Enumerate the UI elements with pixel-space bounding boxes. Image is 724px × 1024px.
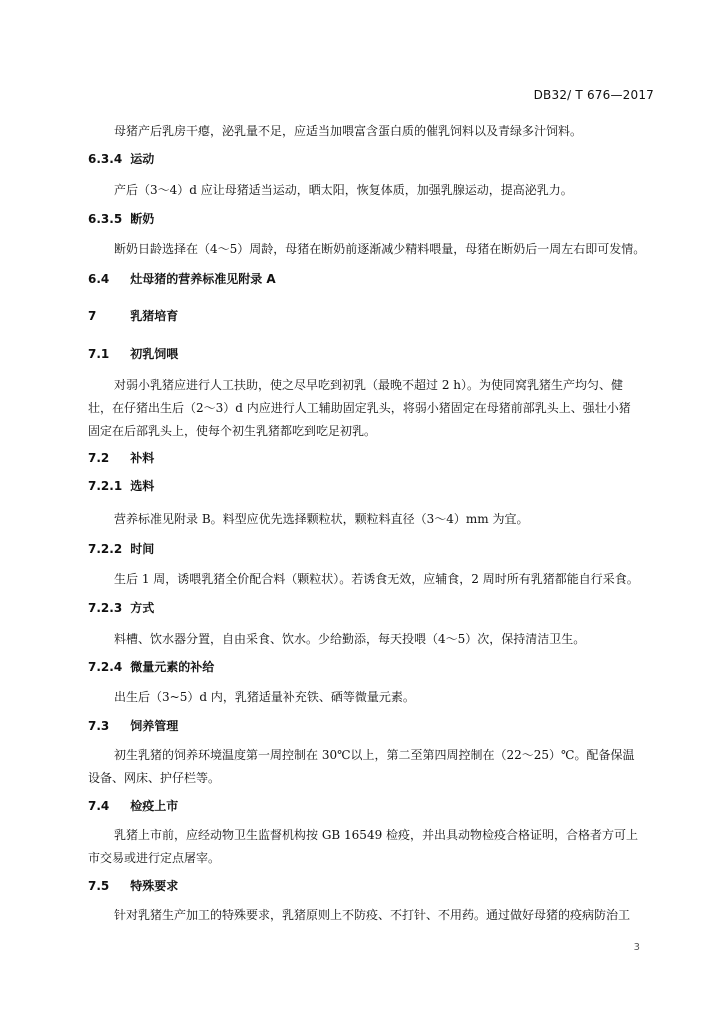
section-title: 断奶 — [130, 212, 155, 226]
paragraph-line: 针对乳猪生产加工的特殊要求，乳猪原则上不防疫、不打针、不用药。通过做好母猪的疫病防治工 — [114, 908, 631, 922]
paragraph-line: 产后（3～4）d 应让母猪适当运动，晒太阳，恢复体质，加强乳腺运动，提高泌乳力。 — [114, 183, 573, 197]
paragraph-line: 初生乳猪的饲养环境温度第一周控制在 30℃以上，第二至第四周控制在（22～25）℃。配备保温 — [114, 748, 635, 762]
section-title: 选料 — [130, 479, 155, 493]
paragraph-line: 料槽、饮水器分置，自由采食、饮水。少给勤添，每天投喂（4～5）次，保持清洁卫生。 — [114, 632, 586, 646]
section-heading-7 — [88, 307, 178, 324]
section-number: 7.5 — [88, 879, 110, 893]
section-number: 7.2 — [88, 451, 110, 465]
section-heading-7-4 — [88, 797, 178, 814]
section-title: 微量元素的补给 — [130, 660, 215, 674]
paragraph-line: 固定在后部乳头上，使每个初生乳猪都吃到吃足初乳。 — [88, 424, 377, 438]
section-heading-7-2-4 — [88, 658, 214, 675]
paragraph-line: 对弱小乳猪应进行人工扶助，使之尽早吃到初乳（最晚不超过 2 h）。为使同窝乳猪生产均匀、健 — [114, 378, 623, 392]
section-heading-6-4 — [88, 270, 276, 287]
section-title: 补料 — [130, 451, 155, 465]
section-number: 7.2.3 — [88, 601, 123, 615]
section-title: 初乳饲喂 — [130, 347, 179, 361]
document-code-header: DB32/ T 676—2017 — [533, 88, 654, 102]
section-title: 饲养管理 — [130, 719, 179, 733]
paragraph-line: 乳猪上市前，应经动物卫生监督机构按 GB 16549 检疫，并出具动物检疫合格证明，合格者方可上 — [114, 828, 639, 842]
section-number: 7.4 — [88, 799, 110, 813]
section-heading-6-3-4 — [88, 150, 154, 167]
section-title: 方式 — [130, 601, 155, 615]
section-heading-7-1 — [88, 345, 178, 362]
section-title: 时间 — [130, 542, 155, 556]
paragraph-line: 设备、网床、护仔栏等。 — [88, 771, 221, 785]
section-number: 6.3.5 — [88, 212, 123, 226]
section-number: 7.1 — [88, 347, 110, 361]
section-number: 7.2.2 — [88, 542, 123, 556]
paragraph-line: 壮，在仔猪出生后（2～3）d 内应进行人工辅助固定乳头，将弱小猪固定在母猪前部乳头上、强壮小猪 — [88, 401, 631, 415]
paragraph-line: 生后 1 周，诱喂乳猪全价配合料（颗粒状）。若诱食无效，应辅食，2 周时所有乳猪都能自行采食。 — [114, 572, 639, 586]
section-title: 特殊要求 — [130, 879, 179, 893]
paragraph-line: 母猪产后乳房干瘪，泌乳量不足，应适当加喂富含蛋白质的催乳饲料以及青绿多汁饲料。 — [114, 124, 583, 138]
section-number: 7 — [88, 309, 97, 323]
section-heading-7-2-3 — [88, 599, 154, 616]
section-heading-7-2 — [88, 449, 154, 466]
section-title: 运动 — [130, 152, 155, 166]
section-number: 7.2.1 — [88, 479, 123, 493]
section-number: 7.2.4 — [88, 660, 123, 674]
section-heading-7-3 — [88, 717, 178, 734]
section-heading-7-2-2 — [88, 540, 154, 557]
paragraph-line: 营养标准见附录 B。料型应优先选择颗粒状，颗粒料直径（3～4）mm 为宜。 — [114, 512, 529, 526]
section-heading-7-5 — [88, 877, 178, 894]
section-number: 6.4 — [88, 272, 110, 286]
section-number: 7.3 — [88, 719, 110, 733]
page-number: 3 — [633, 942, 640, 953]
paragraph-line: 市交易或进行定点屠宰。 — [88, 851, 221, 865]
section-number: 6.3.4 — [88, 152, 123, 166]
paragraph-line: 出生后（3~5）d 内，乳猪适量补充铁、硒等微量元素。 — [114, 690, 415, 704]
section-heading-7-2-1 — [88, 477, 154, 494]
section-heading-6-3-5 — [88, 210, 154, 227]
section-title: 检疫上市 — [130, 799, 179, 813]
paragraph-line: 断奶日龄选择在（4～5）周龄，母猪在断奶前逐渐减少精料喂量，母猪在断奶后一周左右即可发情。 — [114, 242, 646, 256]
section-title: 乳猪培育 — [130, 309, 179, 323]
section-title: 灶母猪的营养标准见附录 A — [130, 272, 276, 286]
